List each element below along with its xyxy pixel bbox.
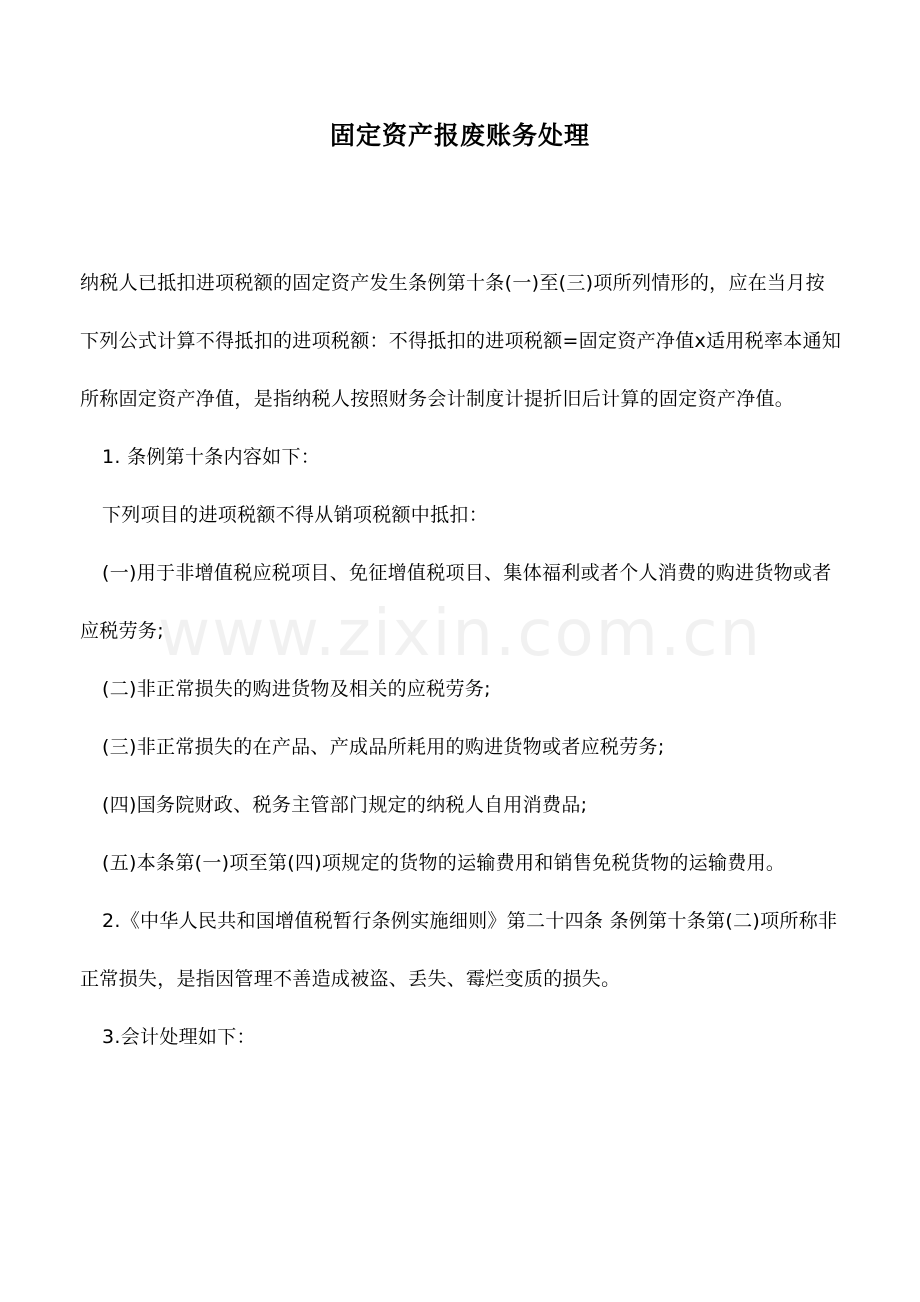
paragraph-item-3: 3.会计处理如下： [102,1026,256,1048]
paragraph-clause-4: (四)国务院财政、税务主管部门规定的纳税人自用消费品; [102,794,588,816]
document-body [80,254,842,1066]
paragraph-item-1: 1. 条例第十条内容如下： [102,446,321,468]
paragraph-item-2: 2.《中华人民共和国增值税暂行条例实施细则》第二十四条 条例第十条第(二)项所称非正常损失，是指因管理不善造成被盗、丢失、霉烂变质的损失。 [80,910,838,990]
paragraph-clause-5: (五)本条第(一)项至第(四)项规定的货物的运输费用和销售免税货物的运输费用。 [102,852,786,874]
paragraph-clause-3: (三)非正常损失的在产品、产成品所耗用的购进货物或者应税劳务; [102,736,665,758]
document-title: 固定资产报废账务处理 [329,121,590,150]
watermark: www.zixin.com.cn [157,597,763,671]
paragraph-rule-lead: 下列项目的进项税额不得从销项税额中抵扣： [102,504,489,526]
paragraph-intro: 纳税人已抵扣进项税额的固定资产发生条例第十条(一)至(三)项所列情形的，应在当月按下列公式计算不得抵扣的进项税额：不得抵扣的进项税额=固定资产净值x适用税率本通知所称固定资产净值，是指纳税人按照财务会计制度计提折旧后计算的固定资产净值。 [80,272,842,410]
paragraph-clause-1: (一)用于非增值税应税项目、免征增值税项目、集体福利或者个人消费的购进货物或者应税劳务; [80,562,832,642]
paragraph-clause-2: (二)非正常损失的购进货物及相关的应税劳务; [102,678,491,700]
